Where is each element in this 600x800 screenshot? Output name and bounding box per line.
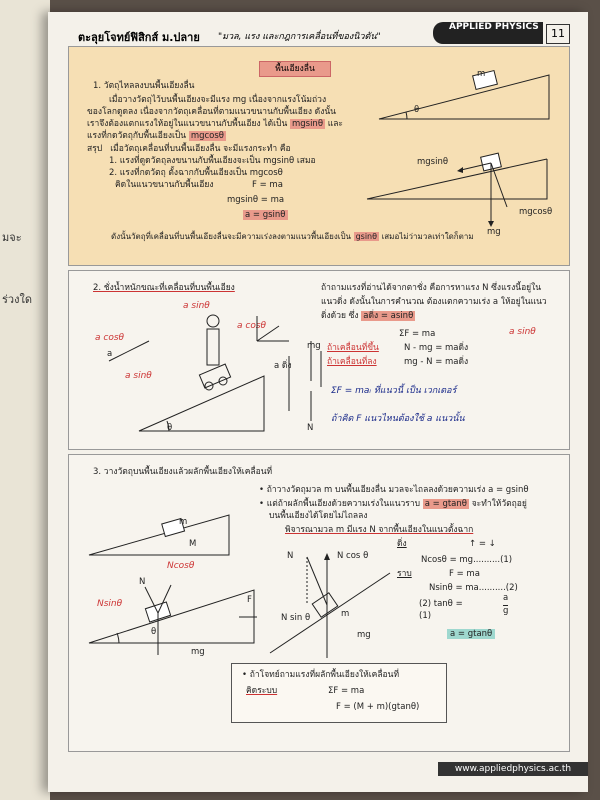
- section-1-tag: พื้นเอียงลื่น: [259, 61, 331, 77]
- accel-label: a: [107, 349, 113, 359]
- accel-label: a ดิ่ง: [274, 361, 292, 371]
- equation: Ncosθ = mg..........(1): [421, 555, 513, 565]
- equation: F = ma: [449, 569, 480, 579]
- section-3-box: [68, 454, 570, 752]
- force-label-mg: mg: [357, 630, 371, 640]
- incline-diagram-1: [369, 57, 559, 129]
- section-1-line: เราจึงต้องแตกแรงให้อยู่ในแนวขนานกับพื้นเอียง ได้เป็น mgsinθ และ: [87, 119, 343, 129]
- section-1-conclusion: ดังนั้นวัตถุที่เคลื่อนที่บนพื้นเอียงลื่นจะมีความเร่งลงตามแนวพื้นเอียงเป็น gsinθ เสมอไม่ว่ามวลเท่าใดก็ตาม: [111, 232, 474, 241]
- handwritten-note: ΣF = maᵢ ที่แนวนี้ เป็น เวกเตอร์: [331, 386, 457, 396]
- handwritten-note: Nsinθ: [97, 599, 123, 609]
- system-inset-box: [231, 663, 447, 723]
- axis-horizontal: ราบ: [397, 569, 412, 579]
- page-number: 11: [546, 24, 570, 44]
- section-3-bullet: • แต่ถ้าผลักพื้นเอียงด้วยความเร่งในแนวราบ a = gtanθ จะทำให้วัตถุอยู่: [259, 499, 527, 509]
- angle-label: θ: [151, 627, 157, 637]
- force-label-mg: mg: [191, 647, 205, 657]
- handwritten-note: a sinθ: [509, 327, 536, 337]
- force-label-mg: mg: [487, 227, 501, 237]
- summary-item: 1. แรงที่ดูดวัตถุลงขนานกับพื้นเอียงจะเป็น mgsinθ เสมอ: [109, 156, 316, 166]
- down-label: ถ้าเคลื่อนที่ลง: [327, 357, 377, 367]
- fraction-den: g: [503, 606, 509, 616]
- big-mass-label: M: [189, 539, 197, 549]
- brand-logo: APPLIED PHYSICS: [433, 22, 543, 44]
- section-1-line: แรงที่กดวัตถุกับพื้นเอียงเป็น mgcosθ: [87, 131, 225, 141]
- equation: mg - N = maดิ่ง: [404, 357, 469, 367]
- page-header: [78, 20, 578, 48]
- highlight-mgcos: mgcosθ: [190, 131, 225, 141]
- inset-label: คิดระบบ: [246, 686, 278, 696]
- handwritten-note: a sinθ: [183, 301, 210, 311]
- equation: N - mg = maดิ่ง: [404, 343, 469, 353]
- section-3-bullet-cont: บนพื้นเอียงได้โดยไม่ไถลลง: [269, 511, 368, 521]
- section-2-box: [68, 270, 570, 450]
- equation: a = gsinθ: [245, 210, 286, 220]
- force-label-mgsin: mgsinθ: [417, 157, 449, 167]
- equation: ΣF = ma: [399, 329, 436, 339]
- header-title: ตะลุยโจทย์ฟิสิกส์ ม.ปลาย: [78, 31, 200, 44]
- equation: a = gtanθ: [447, 629, 495, 640]
- equation: Nsinθ = ma..........(2): [429, 583, 518, 593]
- equation: ↑ = ↓: [469, 539, 496, 549]
- book-page: [48, 12, 588, 792]
- force-label-N: N: [139, 577, 146, 587]
- force-label-mg: mg: [307, 341, 321, 351]
- force-label-N: N: [287, 551, 294, 561]
- mass-label: m: [477, 69, 486, 79]
- handwritten-note: a cosθ: [237, 321, 267, 331]
- angle-label: θ: [414, 105, 420, 115]
- force-label-N: N: [307, 423, 314, 433]
- left-page-text: ร่วงใด: [2, 293, 32, 306]
- force-diagram-1: [357, 137, 557, 237]
- section-2-line: ดิ่งด้วย ซึ่ง aดิ่ง = asinθ: [321, 311, 414, 321]
- header-subtitle: "มวล, แรง และกฎการเคลื่อนที่ของนิวตัน": [218, 32, 381, 42]
- left-page-edge: [0, 0, 50, 800]
- mass-label: m: [179, 517, 188, 527]
- section-2-line: ถ้าถามแรงที่อ่านได้จากตาชั่ง คือการหาแรง N ซึ่งแรงนี้อยู่ใน: [321, 283, 542, 293]
- equation: F = ma: [252, 180, 283, 190]
- mass-label: m: [341, 609, 350, 619]
- section-3-bullet: • ถ้าวางวัตถุมวล m บนพื้นเอียงลื่น มวลจะไถลลงด้วยความเร่ง a = gsinθ: [259, 485, 529, 495]
- section-3-heading: 3. วางวัตถุบนพื้นเอียงแล้วผลักพื้นเอียงให้เคลื่อนที่: [93, 467, 273, 477]
- axis-vertical: ดิ่ง: [397, 539, 407, 549]
- handwritten-note: a cosθ: [95, 333, 125, 343]
- highlight-mgsin: mgsinθ: [291, 119, 324, 129]
- fraction-num: a: [503, 593, 509, 603]
- equation: mgsinθ = ma: [227, 195, 285, 205]
- section-2-line: แนวดิ่ง ดังนั้นในการคำนวณ ต้องแตกความเร่ง a ให้อยู่ในแนว: [321, 297, 547, 307]
- force-label-F: F: [247, 595, 252, 605]
- footer-url: www.appliedphysics.ac.th: [438, 762, 588, 776]
- force-components-diagram: [265, 543, 395, 663]
- summary-item: 2. แรงที่กดวัตถุ ตั้งฉากกับพื้นเอียงเป็น mgcosθ: [109, 168, 283, 178]
- section-1-line: เมื่อวางวัตถุไว้บนพื้นเอียงจะมีแรง mg เนื่องจากแรงโน้มถ่วง: [109, 95, 327, 105]
- section-1-heading: 1. วัตถุไหลลงบนพื้นเอียงลื่น: [93, 81, 195, 91]
- left-page-text: มจะ: [2, 231, 22, 244]
- summary-line: สรุป เมื่อวัตถุเคลื่อนที่บนพื้นเอียงลื่น จะมีแรงกระทำ คือ: [87, 144, 291, 154]
- up-label: ถ้าเคลื่อนที่ขึ้น: [327, 343, 379, 353]
- handwritten-note: ถ้าคิด F แนวไหนต้องใช้ a แนวนั้น: [331, 414, 465, 424]
- consider-line: พิจารณามวล m มีแรง N จากพื้นเอียงในแนวตั้งฉาก: [285, 525, 474, 535]
- section-2-heading: 2. ชั่งน้ำหนักขณะที่เคลื่อนที่บนพื้นเอียง: [93, 283, 235, 293]
- angle-label: θ: [167, 423, 173, 433]
- push-incline-diagram: [79, 505, 269, 655]
- section-1-box: [68, 46, 570, 266]
- calc-label: คิดในแนวขนานกับพื้นเอียง: [115, 180, 214, 190]
- force-label-mgcos: mgcosθ: [519, 207, 553, 217]
- inset-equation: ΣF = ma: [328, 686, 365, 696]
- equation: (2) tanθ =: [419, 599, 463, 609]
- scale-incline-diagram: [89, 301, 329, 441]
- force-label-Nsin: N sin θ: [281, 613, 311, 623]
- inset-title: • ถ้าโจทย์ถามแรงที่ผลักพื้นเอียงให้เคลื่อนที่: [242, 670, 400, 680]
- handwritten-note: a sinθ: [125, 371, 152, 381]
- equation: (1): [419, 611, 432, 621]
- handwritten-note: Ncosθ: [167, 561, 195, 571]
- inset-equation: F = (M + m)(gtanθ): [336, 702, 420, 712]
- section-1-line: ของโลกดูดลง เนื่องจากวัตถุเคลื่อนที่ตามแนวขนานกับพื้นเอียง ดังนั้น: [87, 107, 336, 117]
- force-label-Ncos: N cos θ: [337, 551, 369, 561]
